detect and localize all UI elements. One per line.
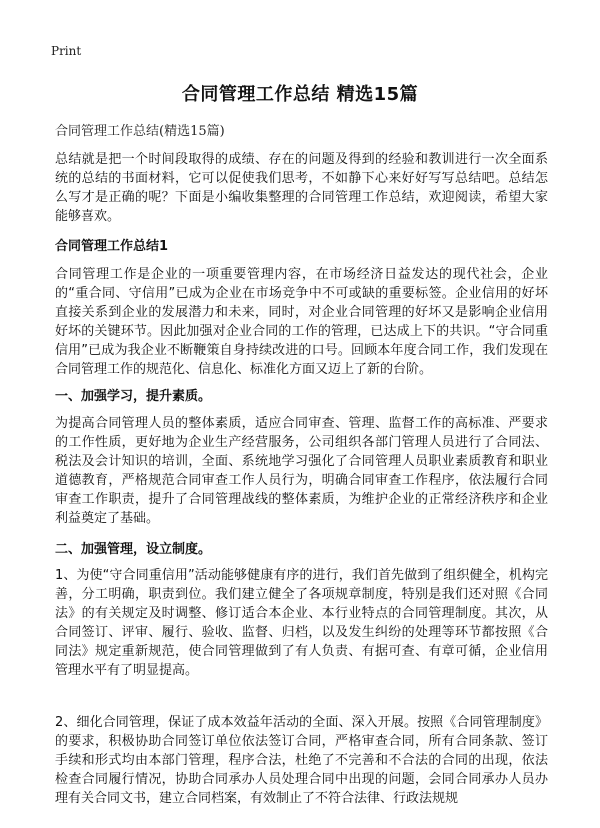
section-1-paragraph: 合同管理工作是企业的一项重要管理内容，在市场经济日益发达的现代社会，企业的“重合同、守信用”已成为企业在市场竞争中不可或缺的重要标签。企业信用的好坏直接关系到企业的发展潜力和未来，同时，对企业合同管理的好坏又是影响企业信用好坏的关键环节。因此加强对企业合同的工作的管理，已达成上下的共识。“守合同重信用”已成为我企业不断鞭策自身持续改进的口号。回顾本年度合同工作，我们发现在合同管理工作的规范化、信息化、标准化方面又迈上了新的台阶。 <box>55 267 548 377</box>
management-paragraph-1: 1、为使“守合同重信用”活动能够健康有序的进行，我们首先做到了组织健全，机构完善，分工明确，职责到位。我们建立健全了各项规章制度，特别是我们还对照《合同法》的有关规定及时调整、修订适合本企业、本行业特点的合同管理制度。其次，从合同签订、评审、履行、验收、监督、归档，以及发生纠纷的处理等环节都按照《合同法》规定重新规范，使合同管理做到了有人负责、有据可查、有章可循，企业信用管理水平有了明显提高。 <box>55 568 548 678</box>
study-paragraph: 为提高合同管理人员的整体素质，适应合同审查、管理、监督工作的高标准、严要求的工作性质，更好地为企业生产经营服务，公司组织各部门管理人员进行了合同法、税法及会计知识的培训，全面、系统地学习强化了合同管理人员职业素质教育和职业道德教育，严格规范合同审查工作人员行为，明确合同审查工作程序，依法履行合同审查工作职责，提升了合同管理战线的整体素质，为维护企业的正常经济秩序和企业利益奠定了基础。 <box>55 416 548 526</box>
section-heading-1: 合同管理工作总结1 <box>55 239 169 254</box>
print-link[interactable]: Print <box>51 44 82 58</box>
document-subtitle: 合同管理工作总结(精选15篇) <box>55 124 225 139</box>
heading-management: 二、加强管理，设立制度。 <box>55 542 212 557</box>
heading-study: 一、加强学习，提升素质。 <box>55 389 212 404</box>
management-paragraph-2: 2、细化合同管理，保证了成本效益年活动的全面、深入开展。按照《合同管理制度》的要求，积极协助合同签订单位依法签订合同，严格审查合同，所有合同条款、签订手续和形式均由本部门管理，程序合法，杜绝了不完善和不合法的合同的出现，依法检查合同履行情况，协助合同承办人员处理合同中出现的问题，会同合同承办人员办理有关合同文书，建立合同档案，有效制止了不符合法律、行政法规规 <box>55 715 548 806</box>
intro-paragraph: 总结就是把一个时间段取得的成绩、存在的问题及得到的经验和教训进行一次全面系统的总结的书面材料，它可以促使我们思考，不如静下心来好好写写总结吧。总结怎么写才是正确的呢？下面是小编收集整理的合同管理工作总结，欢迎阅读，希望大家能够喜欢。 <box>55 152 548 224</box>
page-title: 合同管理工作总结 精选15篇 <box>181 84 419 105</box>
